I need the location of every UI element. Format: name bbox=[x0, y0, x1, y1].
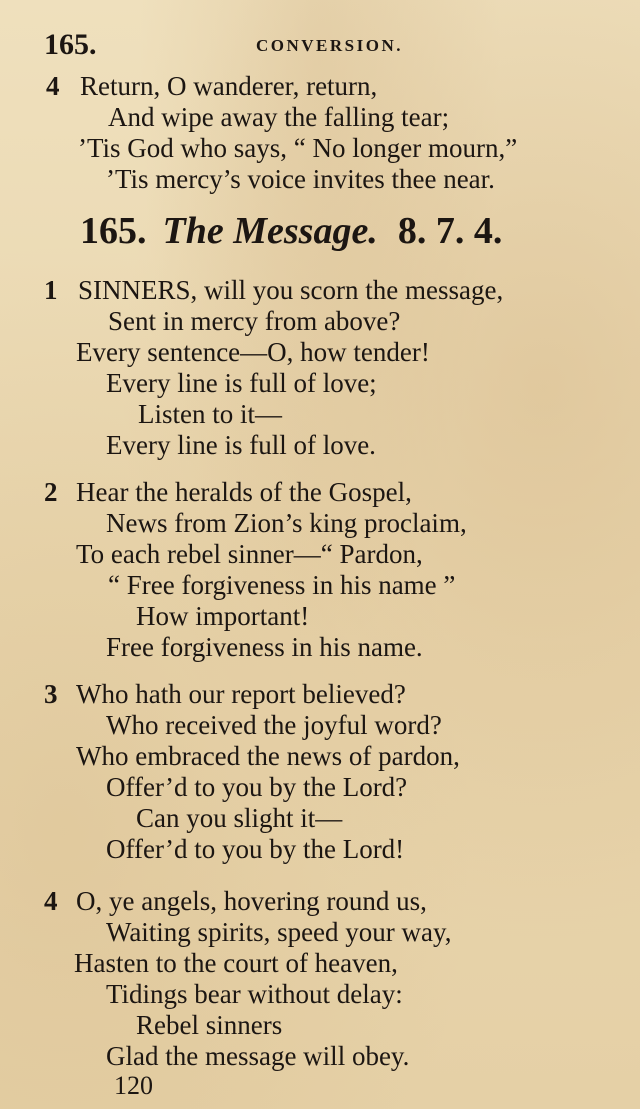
verse-line: ’Tis God who says, “ No longer mourn,” bbox=[78, 133, 518, 163]
verse-line: Hear the heralds of the Gospel, bbox=[76, 477, 412, 507]
verse-line: Waiting spirits, speed your way, bbox=[106, 917, 452, 947]
verse-line: Can you slight it— bbox=[136, 803, 343, 833]
verse-line: Every line is full of love. bbox=[106, 430, 376, 460]
verse-line: Offer’d to you by the Lord! bbox=[106, 834, 405, 864]
verse-line: To each rebel sinner—“ Pardon, bbox=[76, 539, 423, 569]
folio-number: 120 bbox=[114, 1071, 153, 1100]
verse-number: 4 bbox=[46, 71, 60, 101]
hymn-number: 165. bbox=[80, 210, 147, 252]
verse-line: Every sentence—O, how tender! bbox=[76, 337, 430, 367]
verse-line: Every line is full of love; bbox=[106, 368, 377, 398]
verse-line: ’Tis mercy’s voice invites thee near. bbox=[106, 164, 495, 194]
running-title: CONVERSION. bbox=[256, 36, 403, 55]
verse-line: Offer’d to you by the Lord? bbox=[106, 772, 408, 802]
verse-line: Hasten to the court of heaven, bbox=[74, 948, 398, 978]
verse-line: Tidings bear without delay: bbox=[106, 979, 403, 1009]
verse-line: Who received the joyful word? bbox=[106, 710, 442, 740]
verse-line: O, ye angels, hovering round us, bbox=[76, 886, 427, 916]
verse-line: SINNERS, will you scorn the message, bbox=[78, 275, 504, 305]
verse-line: How important! bbox=[136, 601, 310, 631]
page-number: 165. bbox=[44, 28, 97, 61]
verse-line: Listen to it— bbox=[138, 399, 282, 429]
hymn-meter: 8. 7. 4. bbox=[397, 210, 503, 252]
verse-number: 2 bbox=[44, 477, 58, 507]
verse-number: 4 bbox=[44, 886, 58, 916]
hymn-title: The Message. bbox=[162, 210, 378, 252]
verse-line: Who hath our report believed? bbox=[76, 679, 406, 709]
verse-line: Sent in mercy from above? bbox=[108, 306, 401, 336]
verse-line: News from Zion’s king proclaim, bbox=[106, 508, 467, 538]
verse-number: 3 bbox=[44, 679, 58, 709]
verse-line: Free forgiveness in his name. bbox=[106, 632, 423, 662]
verse-line: Who embraced the news of pardon, bbox=[76, 741, 460, 771]
verse-number: 1 bbox=[44, 275, 58, 305]
verse-line: Return, O wanderer, return, bbox=[80, 71, 378, 101]
verse-line: Glad the message will obey. bbox=[106, 1041, 410, 1071]
verse-line: Rebel sinners bbox=[136, 1010, 283, 1040]
verse-line: “ Free forgiveness in his name ” bbox=[108, 570, 456, 600]
verse-line: And wipe away the falling tear; bbox=[108, 102, 450, 132]
hymn-heading bbox=[80, 212, 502, 250]
